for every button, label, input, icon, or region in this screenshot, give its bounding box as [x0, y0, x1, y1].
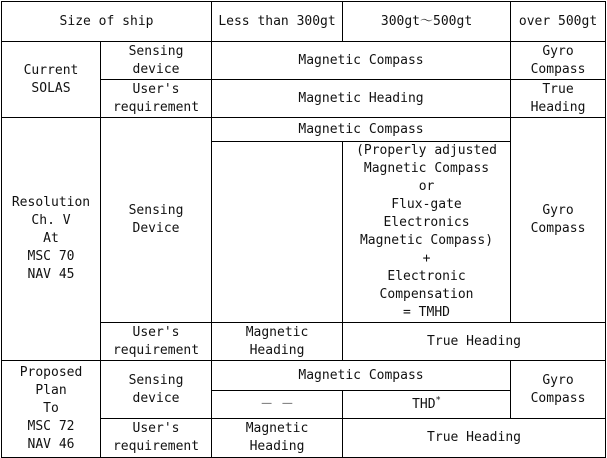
resolution-user-requirement-label: User's requirement: [101, 323, 212, 361]
proposed-sensing-device-label: Sensing device: [101, 361, 212, 419]
proposed-sensing-top: Magnetic Compass: [212, 361, 511, 391]
current-user-over500: True Heading: [511, 80, 606, 118]
thd-text: THD: [412, 396, 436, 412]
current-solas-label: Current SOLAS: [2, 42, 101, 118]
current-sensing-device-label: Sensing device: [101, 42, 212, 80]
resolution-user-lt300: Magnetic Heading: [212, 323, 343, 361]
resolution-sensing-top: Magnetic Compass: [212, 118, 511, 142]
thd-footnote-mark: *: [435, 395, 441, 406]
resolution-user-rest: True Heading: [343, 323, 606, 361]
resolution-label: Resolution Ch. V At MSC 70 NAV 45: [2, 118, 101, 361]
header-row: [2, 2, 606, 42]
proposed-user-rest: True Heading: [343, 419, 606, 458]
proposed-plan-label: Proposed Plan To MSC 72 NAV 46: [2, 361, 101, 458]
current-sensing-row: [2, 42, 606, 80]
proposed-user-lt300: Magnetic Heading: [212, 419, 343, 458]
current-sensing-over500: Gyro Compass: [511, 42, 606, 80]
less-than-300gt-header: Less than 300gt: [212, 2, 343, 42]
300-to-500gt-header: 300gt～500gt: [343, 2, 511, 42]
current-user-value: Magnetic Heading: [212, 80, 511, 118]
resolution-sensing-top-row: [2, 118, 606, 142]
proposed-sensing-top-row: [2, 361, 606, 391]
proposed-sensing-lt300: － －: [212, 391, 343, 419]
resolution-sensing-lt300-empty: [212, 142, 343, 323]
resolution-sensing-mid-detail: (Properly adjusted Magnetic Compass or Flux-gate Electronics Magnetic Compass) + Electronic Compensation = TMHD: [343, 142, 511, 323]
current-user-requirement-label: User's requirement: [101, 80, 212, 118]
current-sensing-value: Magnetic Compass: [212, 42, 511, 80]
resolution-sensing-over500: Gyro Compass: [511, 118, 606, 323]
size-of-ship-header: Size of ship: [2, 2, 212, 42]
proposed-sensing-over500: Gyro Compass: [511, 361, 606, 419]
over-500gt-header: over 500gt: [511, 2, 606, 42]
proposed-user-requirement-label: User's requirement: [101, 419, 212, 458]
proposed-sensing-mid: [343, 391, 511, 419]
resolution-sensing-device-label: Sensing Device: [101, 118, 212, 323]
ship-compass-requirements-table: [1, 1, 606, 458]
